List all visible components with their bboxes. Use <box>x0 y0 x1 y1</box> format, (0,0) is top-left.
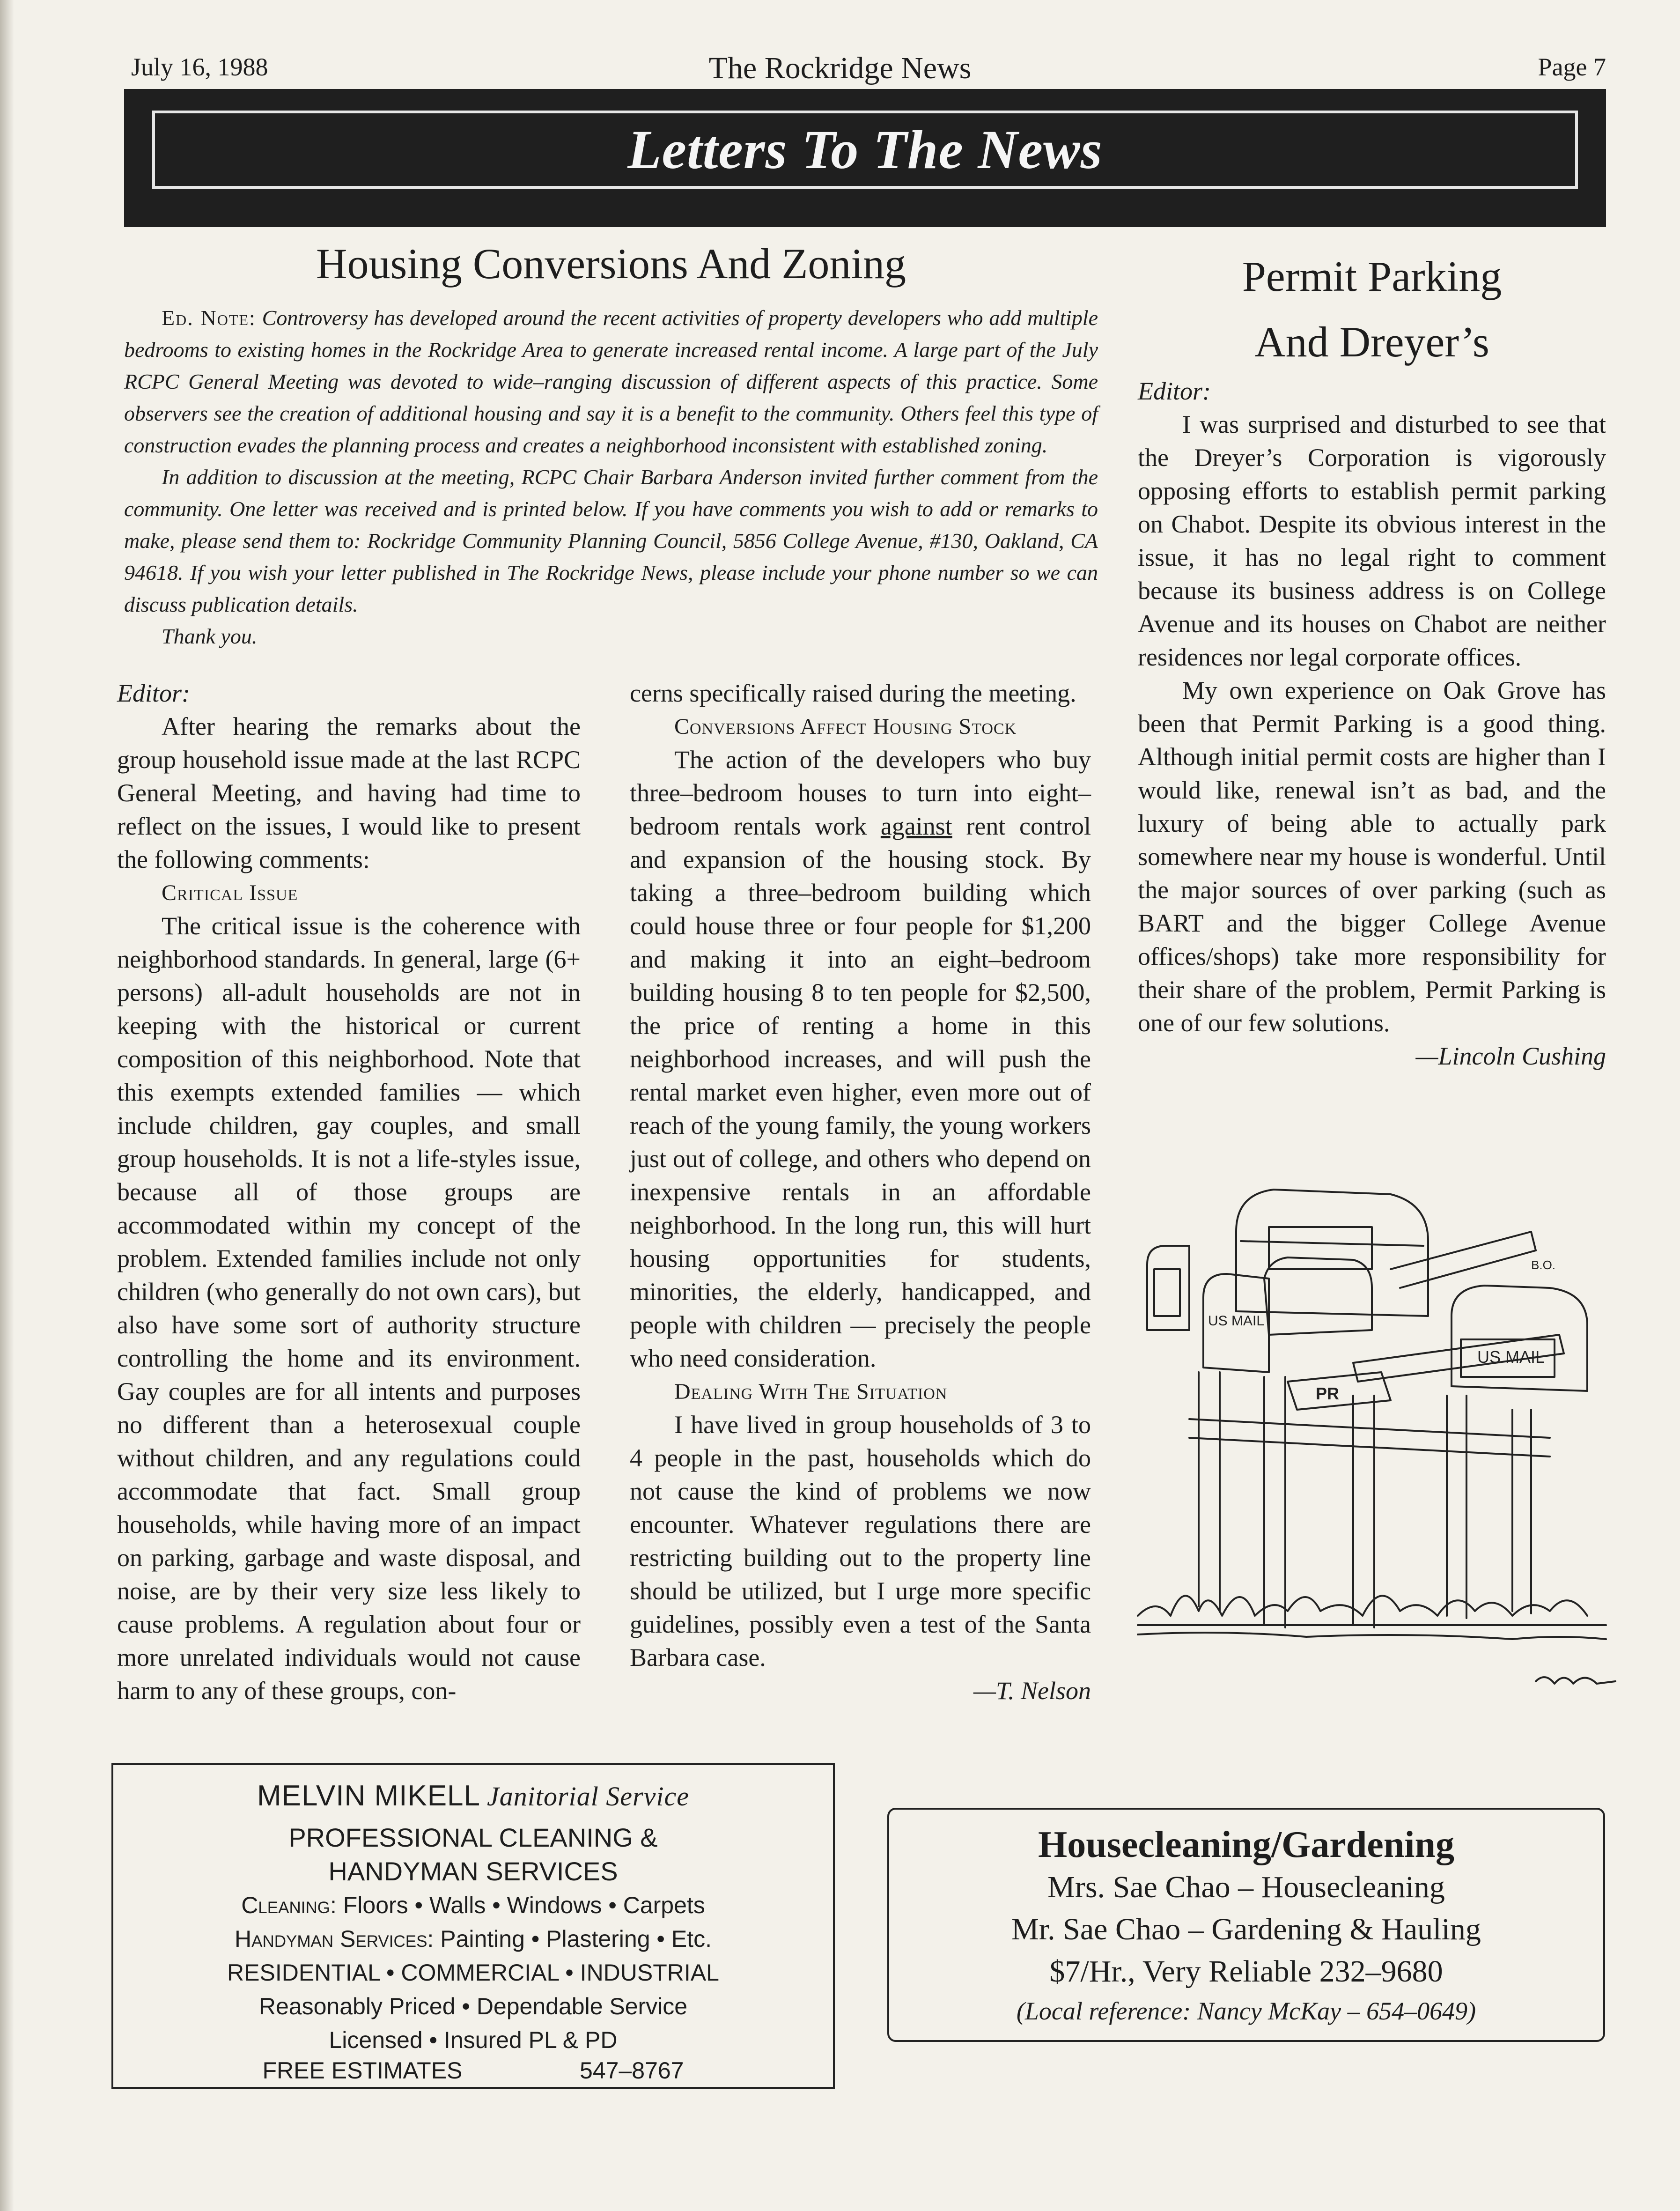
ednote-text-1: Controversy has developed around the recent activities of property developers who add multiple bedrooms to existing homes in the Rockridge Area to generate increased rental income. A large part of the July RCPC General Meeting was devoted to wide–ranging discussion of different aspects of this practice. Some observers see the creation of additional housing and say it is a benefit to the community. Others feel this type of construction evades the planning process and creates a neighborhood inconsistent with established zoning. <box>124 306 1098 457</box>
ad-cleaning-label: Cleaning: <box>241 1892 337 1918</box>
letter-column-1 <box>117 677 581 1708</box>
mailbox-tag-text: B.O. <box>1531 1258 1556 1272</box>
ad-footer <box>263 2057 684 2084</box>
ad-license: Licensed • Insured PL & PD <box>329 2027 618 2053</box>
ad-melvin-mikell <box>111 1763 835 2089</box>
ad-title: Housecleaning/Gardening <box>1038 1824 1454 1865</box>
headline-line: Permit Parking <box>1242 252 1502 300</box>
letter-signature: —T. Nelson <box>973 1677 1091 1705</box>
ad-script-tagline: Janitorial Service <box>487 1781 689 1812</box>
article-headline-permit-parking <box>1138 244 1606 375</box>
letter-salutation: Editor: <box>1138 377 1211 405</box>
paragraph-text: rent control and expansion of the housing stock. By taking a three–bedroom building which could house three or four people for $1,200 and making it into an eight–bedroom building housing 8 to ten people for $2,500, the price of renting a home in this neighborhood increases, and will push the rental market even higher, even more out of reach of the young family, the young workers just out of college, and others who depend on inexpensive rentals in an affordable neighborhood. In the long run, this will hurt housing opportunities for students, minorities, the elderly, handicapped, and people with children — precisely the people who need consideration. <box>630 812 1091 1372</box>
letter-salutation: Editor: <box>117 679 190 707</box>
letter-paragraph: After hearing the remarks about the group household issue made at the last RCPC General Meeting, and having had time to reflect on the issues, I would like to present the following comments: <box>117 712 581 873</box>
ad-line: $7/Hr., Very Reliable 232–9680 <box>1049 1954 1443 1989</box>
article-headline-housing: Housing Conversions And Zoning <box>316 240 906 288</box>
ednote-thanks: Thank you. <box>162 624 258 648</box>
ad-headline: PROFESSIONAL CLEANING & HANDYMAN SERVICES <box>288 1823 658 1886</box>
ad-phone: 547–8767 <box>580 2057 684 2084</box>
subhead-dealing: Dealing With The Situation <box>674 1379 948 1404</box>
mailbox-label-right: US MAIL <box>1477 1347 1545 1367</box>
ad-handyman-label: Handyman Services: <box>235 1926 434 1952</box>
ednote-paragraph-2: In addition to discussion at the meeting, RCPC Chair Barbara Anderson invited further comment from the community. One letter was received and is printed below. If you have comments you wish to add or remarks to make, please send them to: Rockridge Community Planning Council, 5856 College Avenue, #130, Oakland, CA 94618. If you wish your letter published in The Rockridge News, please include your phone number so we can discuss publication details. <box>124 465 1098 616</box>
ad-sectors: RESIDENTIAL • COMMERCIAL • INDUSTRIAL <box>227 1960 719 1986</box>
subhead-conversions: Conversions Affect Housing Stock <box>674 714 1017 739</box>
ad-housecleaning-gardening <box>887 1808 1605 2042</box>
ad-pricing: Reasonably Priced • Dependable Service <box>258 1993 688 2019</box>
letter-column-2 <box>630 677 1091 1708</box>
letter-column-3 <box>1138 375 1606 1073</box>
ad-heading <box>113 1779 833 1812</box>
mailbox-illustration <box>1128 1176 1625 1723</box>
banner-frame <box>152 111 1578 189</box>
ad-business-name: MELVIN MIKELL <box>257 1780 481 1812</box>
paragraph-text: The action of the developers who buy three–bedroom houses to turn into eight–bedroom rentals work <box>630 746 1091 840</box>
ad-handyman-services: Painting • Plastering • Etc. <box>440 1926 712 1952</box>
letter-paragraph: I have lived in group households of 3 to 4 people in the past, households which do not cause the kind of problems we now encounter. Whatever regulations there are restricting building out to the property line should be utilized, but I urge more specific guidelines, possibly even a test of the Santa Barbara case. <box>630 1411 1091 1671</box>
letter-paragraph: I was surprised and disturbed to see that the Dreyer’s Corporation is vigorously opposing efforts to establish permit parking on Chabot. Despite its obvious interest in the issue, it has no legal right to comment because its business address is on College Avenue and its houses on Chabot are neither residences nor legal corporate offices. <box>1138 410 1606 671</box>
mailbox-label-left: US MAIL <box>1208 1313 1265 1329</box>
section-banner <box>124 89 1606 227</box>
letter-signature: —Lincoln Cushing <box>1415 1042 1606 1070</box>
subhead-critical-issue: Critical Issue <box>162 880 298 905</box>
mailbox-tag: PR <box>1316 1384 1340 1403</box>
issue-date: July 16, 1988 <box>131 53 268 81</box>
headline-line: And Dreyer’s <box>1254 318 1489 366</box>
letter-paragraph: The critical issue is the coherence with neighborhood standards. In general, large (6+ persons) all-adult households are not in keeping with the historical or current composition of this neighborhood. Note that this exempts extended families — which include children, gay couples, and small group households. It is not a life-styles issue, because all of those groups are accommodated within my concept of the problem. Extended families include not only children (who generally do not own cars), but also have some sort of authority structure controlling the home and its environment. Gay couples are for all intents and purposes no different than a heterosexual couple without children, and any regulations could accommodate that fact. Small group households, while having more of an impact on parking, garbage and waste disposal, and noise, are by their very size less likely to cause problems. A regulation about four or more unrelated individuals would not cause harm to any of these groups, con- <box>117 912 581 1705</box>
ad-line: Mrs. Sae Chao – Housecleaning <box>1047 1870 1445 1904</box>
ad-estimates: FREE ESTIMATES <box>262 2057 463 2084</box>
underlined-word: against <box>880 812 952 840</box>
publication-name: The Rockridge News <box>708 51 972 85</box>
ad-cleaning-line <box>113 1888 833 1922</box>
ad-cleaning-services: Floors • Walls • Windows • Carpets <box>343 1892 705 1918</box>
ad-reference: (Local reference: Nancy McKay – 654–0649) <box>1016 1997 1476 2025</box>
editors-note <box>124 302 1098 652</box>
section-title: Letters To The News <box>627 118 1103 180</box>
letter-paragraph-continued: cerns specifically raised during the meeting. <box>630 679 1076 707</box>
ednote-paragraph <box>124 302 1098 461</box>
page-edge-shadow <box>0 0 14 2211</box>
page-number: Page 7 <box>1538 53 1606 81</box>
ad-line: Mr. Sae Chao – Gardening & Hauling <box>1011 1912 1481 1946</box>
ad-handyman-line <box>113 1922 833 1956</box>
ednote-label: Ed. Note: <box>162 306 256 330</box>
letter-paragraph: My own experience on Oak Grove has been that Permit Parking is a good thing. Although initial permit costs are higher than I would like, renewal isn’t as bad, and the luxury of being able to actually park somewhere near my house is wonderful. Until the major sources of over parking (such as BART and the bigger College Avenue offices/shops) take more responsibility for their share of the problem, Permit Parking is one of our few solutions. <box>1138 676 1606 1037</box>
letter-paragraph <box>630 743 1091 1375</box>
